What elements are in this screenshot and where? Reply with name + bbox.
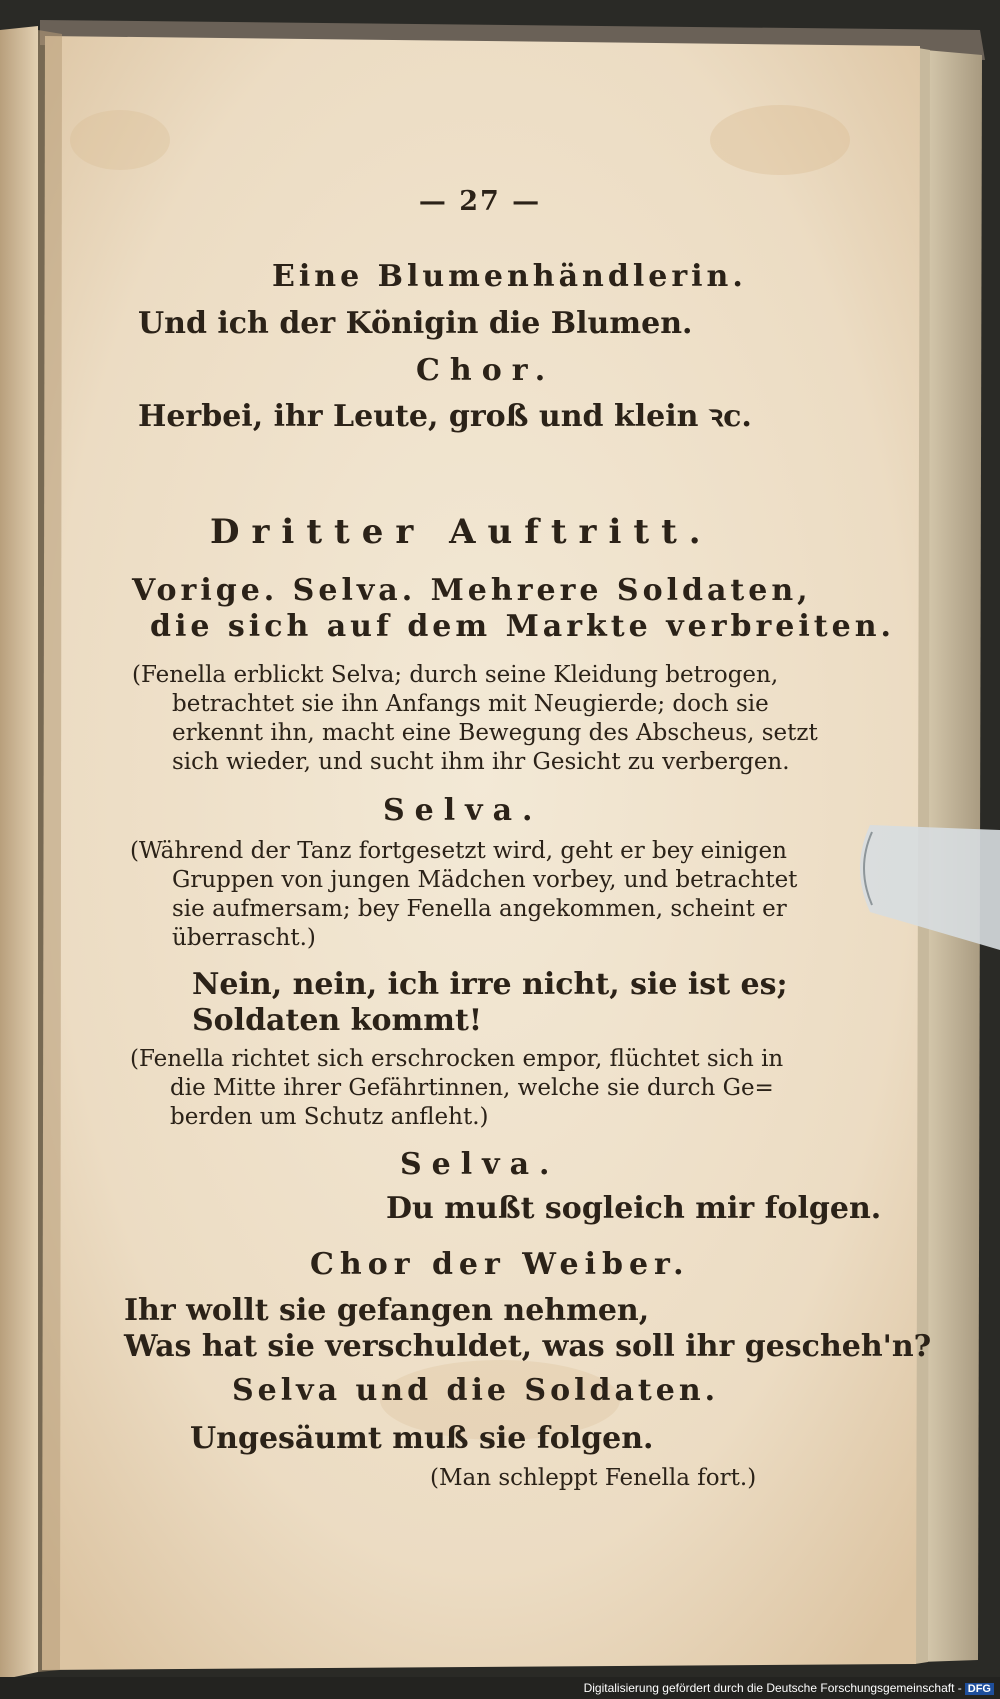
- stage-direction: (Während der Tanz fortgesetzt wird, geht er bey einigen: [130, 838, 787, 864]
- speaker-heading: Selva.: [383, 793, 543, 828]
- persons-line: die sich auf dem Markte verbreiten.: [150, 609, 895, 644]
- persons-line: Vorige. Selva. Mehrere Soldaten,: [132, 573, 812, 608]
- text-line: Du mußt sogleich mir folgen.: [386, 1191, 882, 1226]
- credit-text: Digitalisierung gefördert durch die Deutsche Forschungsgemeinschaft -: [583, 1681, 962, 1695]
- stage-direction: erkennt ihn, macht eine Bewegung des Abscheus, setzt: [172, 720, 818, 746]
- text-line: Ungesäumt muß sie folgen.: [190, 1421, 654, 1456]
- stage-direction: berden um Schutz anfleht.): [170, 1104, 489, 1130]
- stage-direction: die Mitte ihrer Gefährtinnen, welche sie durch Ge=: [170, 1075, 774, 1101]
- text-line: Soldaten kommt!: [192, 1003, 482, 1038]
- dfg-logo: DFG: [965, 1683, 994, 1695]
- stage-direction: überrascht.): [172, 925, 316, 951]
- speaker-heading: Chor.: [416, 353, 556, 388]
- stage-direction: (Fenella erblickt Selva; durch seine Kleidung betrogen,: [132, 662, 779, 688]
- text-line: Nein, nein, ich irre nicht, sie ist es;: [192, 967, 788, 1002]
- speaker-heading: Eine Blumenhändlerin.: [272, 259, 747, 294]
- stage-direction: Gruppen von jungen Mädchen vorbey, und betrachtet: [172, 867, 798, 893]
- speaker-heading: Selva und die Soldaten.: [232, 1373, 720, 1408]
- stage-direction: betrachtet sie ihn Anfangs mit Neugierde; doch sie: [172, 691, 769, 717]
- text-line: Und ich der Königin die Blumen.: [138, 306, 693, 341]
- speaker-heading: Chor der Weiber.: [310, 1247, 690, 1282]
- scene-heading: Dritter Auftritt.: [210, 512, 713, 552]
- speaker-heading: Selva.: [400, 1147, 560, 1182]
- text-line: Was hat sie verschuldet, was soll ihr gescheh'n?: [124, 1329, 932, 1364]
- digitization-credit: [584, 1681, 994, 1695]
- stage-direction: sie aufmersam; bey Fenella angekommen, scheint er: [172, 896, 787, 922]
- page-number: — 27 —: [418, 186, 542, 217]
- stage-direction: sich wieder, und sucht ihm ihr Gesicht zu verbergen.: [172, 749, 790, 775]
- stage-direction: (Fenella richtet sich erschrocken empor, flüchtet sich in: [130, 1046, 784, 1072]
- stage-direction: (Man schleppt Fenella fort.): [430, 1465, 757, 1491]
- text-line: Herbei, ihr Leute, groß und klein ꝛc.: [138, 399, 752, 434]
- text-line: Ihr wollt sie gefangen nehmen,: [124, 1293, 650, 1328]
